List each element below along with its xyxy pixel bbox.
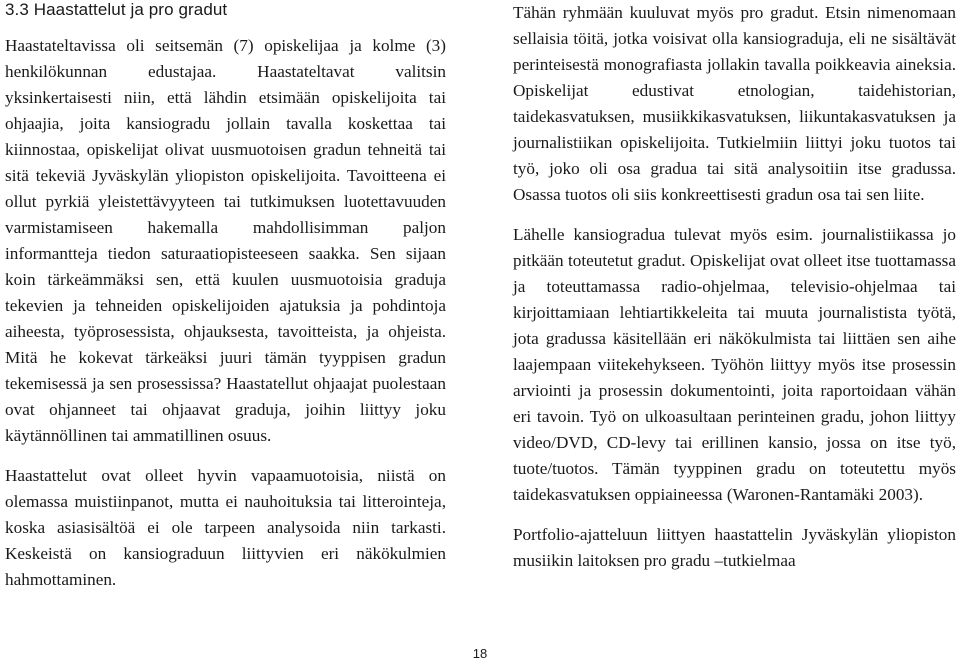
right-paragraph-2: Lähelle kansiogradua tulevat myös esim. journalistiikassa jo pitkään toteutetut gradut. Opiskelijat ovat olleet itse tuottamassa ja toteuttamassa radio-ohjelmaa, televisio-ohjelmaa tai kirjoittamiaan lehtiartikkeleita tai muuta journalistista työtä, jota gradussa käsitellään eri näkökulmista tai liittäen sen aihe laajempaan viitekehykseen. Työhön liittyy myös itse prosessin arviointi ja prosessin dokumentointi, joita raportoidaan vähän eri tavoin. Työ on ulkoasultaan perinteinen gradu, johon liittyy video/DVD, CD-levy tai erillinen kansio, jossa on itse työ, tuote/tuotos. Tämän tyyppinen gradu on toteutettu myös taidekasvatuksen oppiaineessa (Waronen-Rantamäki 2003). bbox=[513, 225, 956, 504]
section-heading: 3.3 Haastattelut ja pro gradut bbox=[5, 0, 228, 19]
right-paragraph-1: Tähän ryhmään kuuluvat myös pro gradut. Etsin nimenomaan sellaisia töitä, jotka voisivat olla kansiograduja, eli ne sisältävät perinteisestä monografiasta jollakin tavalla poikkeavia aineksia. Opiskelijat edustivat etnologian, taidehistorian, taidekasvatuksen, musiikkikasvatuksen, liikuntakasvatuksen ja journalistiikan opiskelijoita. Tutkielmiin liittyi joku tuotos tai työ, joko oli osa gradua tai sitä analysoitiin itse gradussa. Osassa tuotos oli siis konkreettisesti gradun osa tai sen liite. bbox=[513, 3, 956, 204]
right-column bbox=[513, 0, 956, 574]
left-paragraph-1: Haastateltavissa oli seitsemän (7) opiskelijaa ja kolme (3) henkilökunnan edustajaa. Haastateltavat valitsin yksinkertaisesti niin, että lähdin etsimään opiskelijoita tai ohjaajia, joita kansiogradu jollain tavalla koskettaa tai kiinnostaa, opiskelijat olivat uusmuotoisen gradun tehneitä tai sitä tekeviä Jyväskylän yliopiston opiskelijoita. Tavoitteena ei ollut pyrkiä yleistettävyyteen tai tutkimuksen luotettavuuden varmistamiseen hakemalla mahdollisimman paljon informantteja tiedon saturaatiopisteeseen saakka. Sen sijaan koin tärkeämmäksi sen, että kuulen uusmuotoisia graduja tekevien ja tehneiden opiskelijoiden ajatuksia ja pohdintoja aiheesta, työprosessista, ohjauksesta, tavoitteista, ja ohjeista. Mitä he kokevat tärkeäksi juuri tämän tyyppisen gradun tekemisessä ja sen prosessissa? Haastatellut ohjaajat puolestaan ovat ohjanneet tai ohjaavat graduja, joihin liittyy joku käytännöllinen tai ammatillinen osuus. bbox=[5, 36, 446, 445]
right-paragraph-3: Portfolio-ajatteluun liittyen haastattelin Jyväskylän yliopiston musiikin laitoksen pro gradu –tutkielmaa bbox=[513, 525, 956, 570]
left-paragraph-2: Haastattelut ovat olleet hyvin vapaamuotoisia, niistä on olemassa muistiinpanot, mutta ei nauhoituksia tai litterointeja, koska asiasisältöä ei ole tarpeen analysoida niin tarkasti. Keskeistä on kansiograduun liittyvien eri näkökulmien hahmottaminen. bbox=[5, 466, 446, 589]
left-column bbox=[5, 0, 446, 593]
page-number: 18 bbox=[472, 646, 488, 661]
